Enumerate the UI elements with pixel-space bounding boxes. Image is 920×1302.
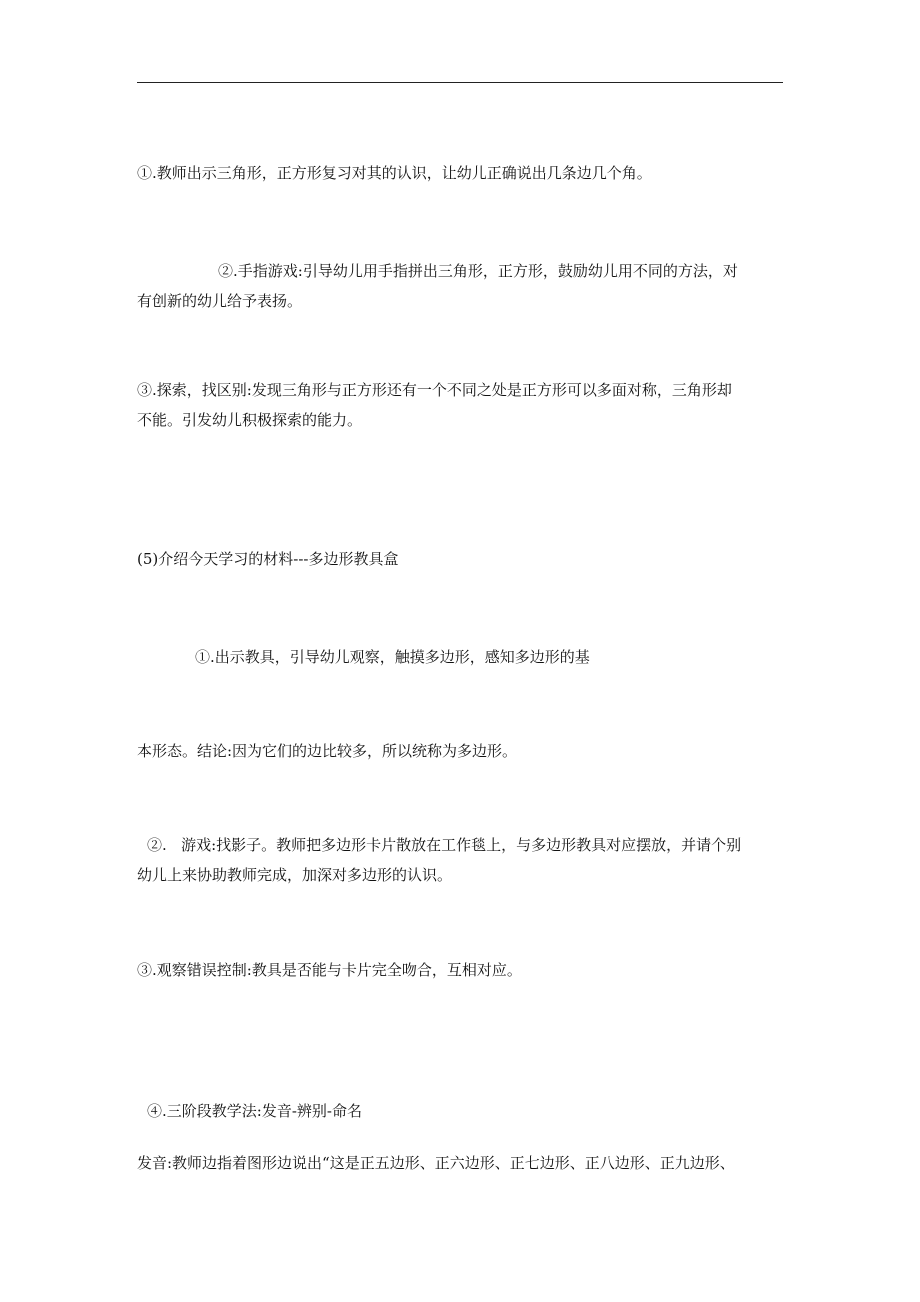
paragraph-7 [137, 955, 797, 985]
paragraph-line: ②. 游戏:找影子。教师把多边形卡片散放在工作毯上，与多边形教具对应摆放，并请个别 [147, 836, 742, 854]
paragraph-line: 有创新的幼儿给予表扬。 [137, 292, 303, 310]
paragraph-line: ①.出示教具，引导幼儿观察，触摸多边形，感知多边形的基 [195, 648, 590, 666]
paragraph-line: 不能。引发幼儿积极探索的能力。 [137, 411, 363, 429]
paragraph-line: ②.手指游戏:引导幼儿用手指拼出三角形，正方形，鼓励幼儿用不同的方法，对 [218, 262, 738, 280]
paragraph-6 [137, 830, 797, 890]
paragraph-8 [137, 1096, 797, 1126]
paragraph-3 [137, 375, 797, 435]
paragraph-line: ③.观察错误控制:教具是否能与卡片完全吻合，互相对应。 [137, 961, 522, 979]
paragraph-9 [137, 1148, 797, 1178]
paragraph-5 [137, 736, 797, 766]
paragraph-line: 发音:教师边指着图形边说出“这是正五边形、正六边形、正七边形、正八边形、正九边形、 [137, 1154, 735, 1172]
paragraph-line: ③.探索，找区别:发现三角形与正方形还有一个不同之处是正方形可以多面对称，三角形却 [137, 381, 732, 399]
paragraph-line: ④.三阶段教学法:发音-辨别-命名 [147, 1102, 362, 1120]
paragraph-2 [137, 256, 797, 316]
paragraph-4 [137, 642, 797, 672]
section-heading [137, 544, 797, 574]
section-heading-text: (5)介绍今天学习的材料---多边形教具盒 [137, 550, 399, 568]
header-rule [137, 82, 783, 83]
paragraph-line: 幼儿上来协助教师完成，加深对多边形的认识。 [137, 866, 453, 884]
paragraph-line: 本形态。结论:因为它们的边比较多，所以统称为多边形。 [137, 742, 518, 760]
paragraph-1 [137, 158, 797, 188]
paragraph-line: ①.教师出示三角形，正方形复习对其的认识，让幼儿正确说出几条边几个角。 [137, 164, 652, 182]
